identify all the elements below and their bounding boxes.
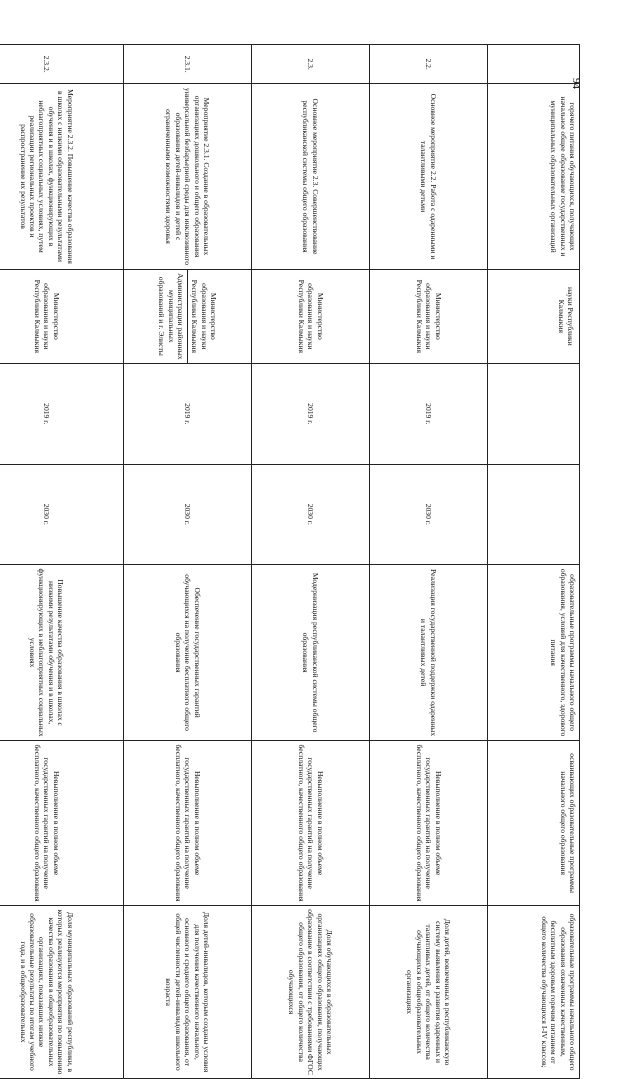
table-row (0, 45, 124, 1079)
target-indicator: Доля обучающихся в образовательных организациях общего образования, получающих образование в соответствии с требованиями ФГОС общего образования, от общего количества обучающихся (252, 906, 370, 1079)
start-year: 2019 г. (0, 363, 124, 464)
event-name: горячего питания обучающихся, получающих начальное общее образование государственных и муниципальных образовательных организаций (488, 84, 580, 269)
end-year: 2030 г. (124, 464, 252, 565)
expected-result: образовательные программы начального общего образования, условий для качественного, здорового питания (488, 565, 580, 741)
executor-cell (124, 269, 252, 363)
event-name: Основное мероприятие 2.3. Совершенствование республиканской системы общего образования (252, 84, 370, 269)
end-year: 2030 г. (0, 464, 124, 565)
expected-result: Реализация государственной поддержки одаренных и талантливых детей (370, 565, 488, 741)
event-name: Мероприятие 2.3.1. Создание в образовательных организациях дошкольного и общего образования универсальной безбарьерной среды для инклюзивного образования детей-инвалидов и детей с ограниченными возможностями здоровья (124, 84, 252, 269)
non-implementation-consequence: осваивающих образовательные программы начального общего образования (488, 741, 580, 906)
event-name: Мероприятие 2.3.2. Повышение качества образования в школах с низкими образовательными результатами обучения и в школах, функционирующих в неблагоприятных социальных условиях, путем реализации региональных проектов и распространение их результатов (0, 84, 124, 269)
executor-cell (488, 269, 580, 363)
row-number (488, 45, 580, 84)
target-indicator: образовательные программы начального общего образования охваченных качественным, бесплатным здоровым горячим питанием от общего количества обучающихся I-IV классов; (488, 906, 580, 1079)
row-number: 2.3.1. (124, 45, 252, 84)
executor-cell (252, 269, 370, 363)
end-year (488, 464, 580, 565)
start-year: 2019 г. (370, 363, 488, 464)
executor-name: Администрации районных муниципальных образований и г. Элисты (155, 270, 188, 363)
program-table-rotated (18, 44, 580, 1079)
executor-name: Министерство образования и науки Республики Калмыкия (190, 279, 219, 354)
program-events-table (0, 44, 580, 1079)
expected-result: Модернизация республиканской системы общего образования (252, 565, 370, 741)
row-number: 2.3.2. (0, 45, 124, 84)
expected-result: Повышение качества образования в школах с низкими результатами обучения и в школах, функционирующих в неблагоприятных социальных условиях (0, 565, 124, 741)
target-indicator: Доля детей, вовлеченных в республиканскую систему выявления и развития одаренных и талантливых детей, от общего количества обучающихся в общеобразовательных организациях (370, 906, 488, 1079)
row-number: 2.3. (252, 45, 370, 84)
table-row (252, 45, 370, 1079)
event-name: Основное мероприятие 2.2. Работа с одаренными и талантливыми детьми (370, 84, 488, 269)
target-indicator: Доля детей-инвалидов, которым созданы условия для получения качественного начального, основного и среднего общего образования, от общей численности детей-инвалидов школьного возраста (124, 906, 252, 1079)
executor-name: Министерство образования и науки Республики Калмыкия (32, 279, 61, 354)
table-row (124, 45, 252, 1079)
executor-cell (370, 269, 488, 363)
end-year: 2030 г. (252, 464, 370, 565)
start-year (488, 363, 580, 464)
end-year: 2030 г. (370, 464, 488, 565)
target-indicator: Доля муниципальных образований республики, в которых реализуются мероприятия по повышению качества образования в общеобразовательных организациях, показавших низкие образовательные результаты по итогам учебного года, и в общеобразовательных (0, 906, 124, 1079)
non-implementation-consequence: Невыполнение в полном объеме государственных гарантий на получение бесплатного, качественного общего образования (252, 741, 370, 906)
page-number: 94 (570, 78, 582, 89)
executor-name: науки Республики Калмыкия (556, 287, 575, 346)
table-row (370, 45, 488, 1079)
non-implementation-consequence: Невыполнение в полном объеме государственных гарантий на получение бесплатного, качественного общего образования (124, 741, 252, 906)
non-implementation-consequence: Невыполнение в полном объеме государственных гарантий на получение бесплатного, качественного общего образования (0, 741, 124, 906)
executor-cell (0, 269, 124, 363)
start-year: 2019 г. (124, 363, 252, 464)
executor-name: Министерство образования и науки Республики Калмыкия (414, 279, 443, 354)
table-row (488, 45, 580, 1079)
executor-name: Министерство образования и науки Республики Калмыкия (296, 279, 325, 354)
start-year: 2019 г. (252, 363, 370, 464)
expected-result: Обеспечение государственных гарантий обучающихся на получение бесплатного общего образования (124, 565, 252, 741)
non-implementation-consequence: Невыполнение в полном объеме государственных гарантий на получение бесплатного, качественного общего образования (370, 741, 488, 906)
row-number: 2.2. (370, 45, 488, 84)
